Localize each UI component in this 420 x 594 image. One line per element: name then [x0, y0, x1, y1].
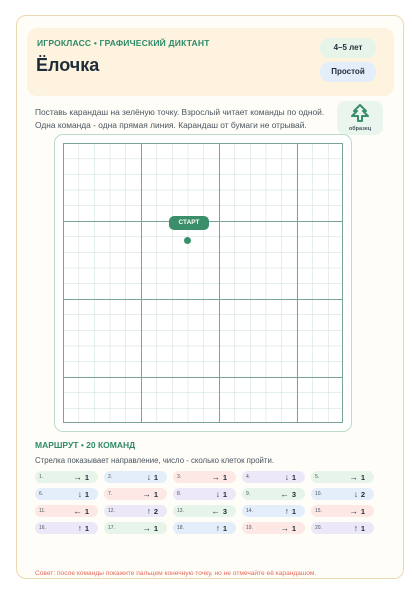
- command-number: 10.: [315, 490, 322, 497]
- page-title: Ёлочка: [36, 55, 100, 75]
- command-item: [242, 505, 305, 517]
- direction-arrow-icon: →: [349, 471, 358, 482]
- route-title: МАРШРУТ • 20 КОМАНД: [35, 440, 136, 450]
- age-badge: 4–5 лет: [320, 38, 376, 58]
- command-steps: 1: [153, 472, 158, 482]
- sample-label: образец: [348, 126, 372, 132]
- start-label: СТАРТ: [169, 216, 209, 230]
- instructions: [35, 106, 335, 132]
- command-number: 2.: [108, 473, 113, 480]
- command-number: 4.: [246, 473, 251, 480]
- direction-arrow-icon: ←: [73, 505, 82, 516]
- drawing-grid[interactable]: [63, 143, 343, 423]
- command-number: 19.: [246, 524, 253, 531]
- command-number: 20.: [315, 524, 322, 531]
- command-number: 13.: [177, 507, 184, 514]
- command-item: [35, 522, 98, 534]
- instructions-line-2: Одна команда - одна прямая линия. Карандаш от бумаги не отрывай.: [35, 120, 307, 130]
- command-item: [104, 471, 167, 483]
- command-steps: 1: [153, 523, 158, 533]
- direction-arrow-icon: →: [211, 471, 220, 482]
- header-kicker: ИГРОКЛАСС • ГРАФИЧЕСКИЙ ДИКТАНТ: [37, 38, 210, 48]
- command-item: [311, 522, 374, 534]
- direction-arrow-icon: ←: [280, 488, 289, 499]
- command-steps: 1: [222, 489, 227, 499]
- command-steps: 1: [84, 489, 89, 499]
- command-steps: 1: [291, 523, 296, 533]
- command-steps: 1: [153, 489, 158, 499]
- direction-arrow-icon: ↑: [146, 505, 151, 516]
- direction-arrow-icon: →: [280, 522, 289, 533]
- command-steps: 1: [360, 523, 365, 533]
- command-steps: 1: [84, 506, 89, 516]
- command-item: [35, 505, 98, 517]
- command-item: [173, 522, 236, 534]
- sample-button[interactable]: [337, 101, 383, 135]
- command-steps: 1: [84, 472, 89, 482]
- command-steps: 2: [360, 489, 365, 499]
- command-number: 11.: [39, 507, 46, 514]
- command-steps: 1: [360, 506, 365, 516]
- command-steps: 2: [153, 506, 158, 516]
- start-dot: [184, 237, 191, 244]
- direction-arrow-icon: ↑: [284, 505, 289, 516]
- command-item: [242, 488, 305, 500]
- difficulty-badge: Простой: [320, 62, 376, 82]
- direction-arrow-icon: ↓: [353, 488, 358, 499]
- command-number: 14.: [246, 507, 253, 514]
- direction-arrow-icon: →: [349, 505, 358, 516]
- tree-icon: [351, 104, 369, 124]
- command-steps: 3: [222, 506, 227, 516]
- command-number: 16.: [39, 524, 46, 531]
- command-item: [242, 522, 305, 534]
- command-item: [173, 471, 236, 483]
- command-steps: 1: [360, 472, 365, 482]
- command-number: 6.: [39, 490, 44, 497]
- command-item: [173, 488, 236, 500]
- instructions-line-1: Поставь карандаш на зелёную точку. Взрослый читает команды по одной.: [35, 107, 325, 117]
- command-number: 17.: [108, 524, 115, 531]
- command-steps: 1: [222, 472, 227, 482]
- direction-arrow-icon: →: [142, 522, 151, 533]
- command-steps: 3: [291, 489, 296, 499]
- command-item: [104, 522, 167, 534]
- command-item: [311, 488, 374, 500]
- direction-arrow-icon: ↓: [146, 471, 151, 482]
- command-steps: 1: [291, 472, 296, 482]
- command-item: [311, 471, 374, 483]
- direction-arrow-icon: ↓: [215, 488, 220, 499]
- command-number: 18.: [177, 524, 184, 531]
- command-number: 5.: [315, 473, 320, 480]
- command-item: [173, 505, 236, 517]
- route-subtitle: Стрелка показывает направление, число - сколько клеток пройти.: [35, 456, 274, 465]
- grid-board: [54, 134, 352, 432]
- command-steps: 1: [222, 523, 227, 533]
- direction-arrow-icon: →: [142, 488, 151, 499]
- direction-arrow-icon: ↑: [215, 522, 220, 533]
- command-steps: 1: [291, 506, 296, 516]
- command-steps: 1: [84, 523, 89, 533]
- command-number: 7.: [108, 490, 113, 497]
- command-number: 1.: [39, 473, 44, 480]
- command-item: [242, 471, 305, 483]
- command-item: [104, 488, 167, 500]
- command-item: [311, 505, 374, 517]
- header-panel: [27, 28, 394, 96]
- command-number: 12.: [108, 507, 115, 514]
- direction-arrow-icon: ↓: [77, 488, 82, 499]
- direction-arrow-icon: ↑: [353, 522, 358, 533]
- command-item: [104, 505, 167, 517]
- direction-arrow-icon: ←: [211, 505, 220, 516]
- direction-arrow-icon: →: [73, 471, 82, 482]
- command-number: 8.: [177, 490, 182, 497]
- command-number: 15.: [315, 507, 322, 514]
- tip-text: Совет: после команды покажите пальцем конечную точку, но не отмечайте её карандашом.: [35, 570, 317, 577]
- command-number: 3.: [177, 473, 182, 480]
- command-number: 9.: [246, 490, 251, 497]
- direction-arrow-icon: ↑: [77, 522, 82, 533]
- command-item: [35, 471, 98, 483]
- command-item: [35, 488, 98, 500]
- direction-arrow-icon: ↓: [284, 471, 289, 482]
